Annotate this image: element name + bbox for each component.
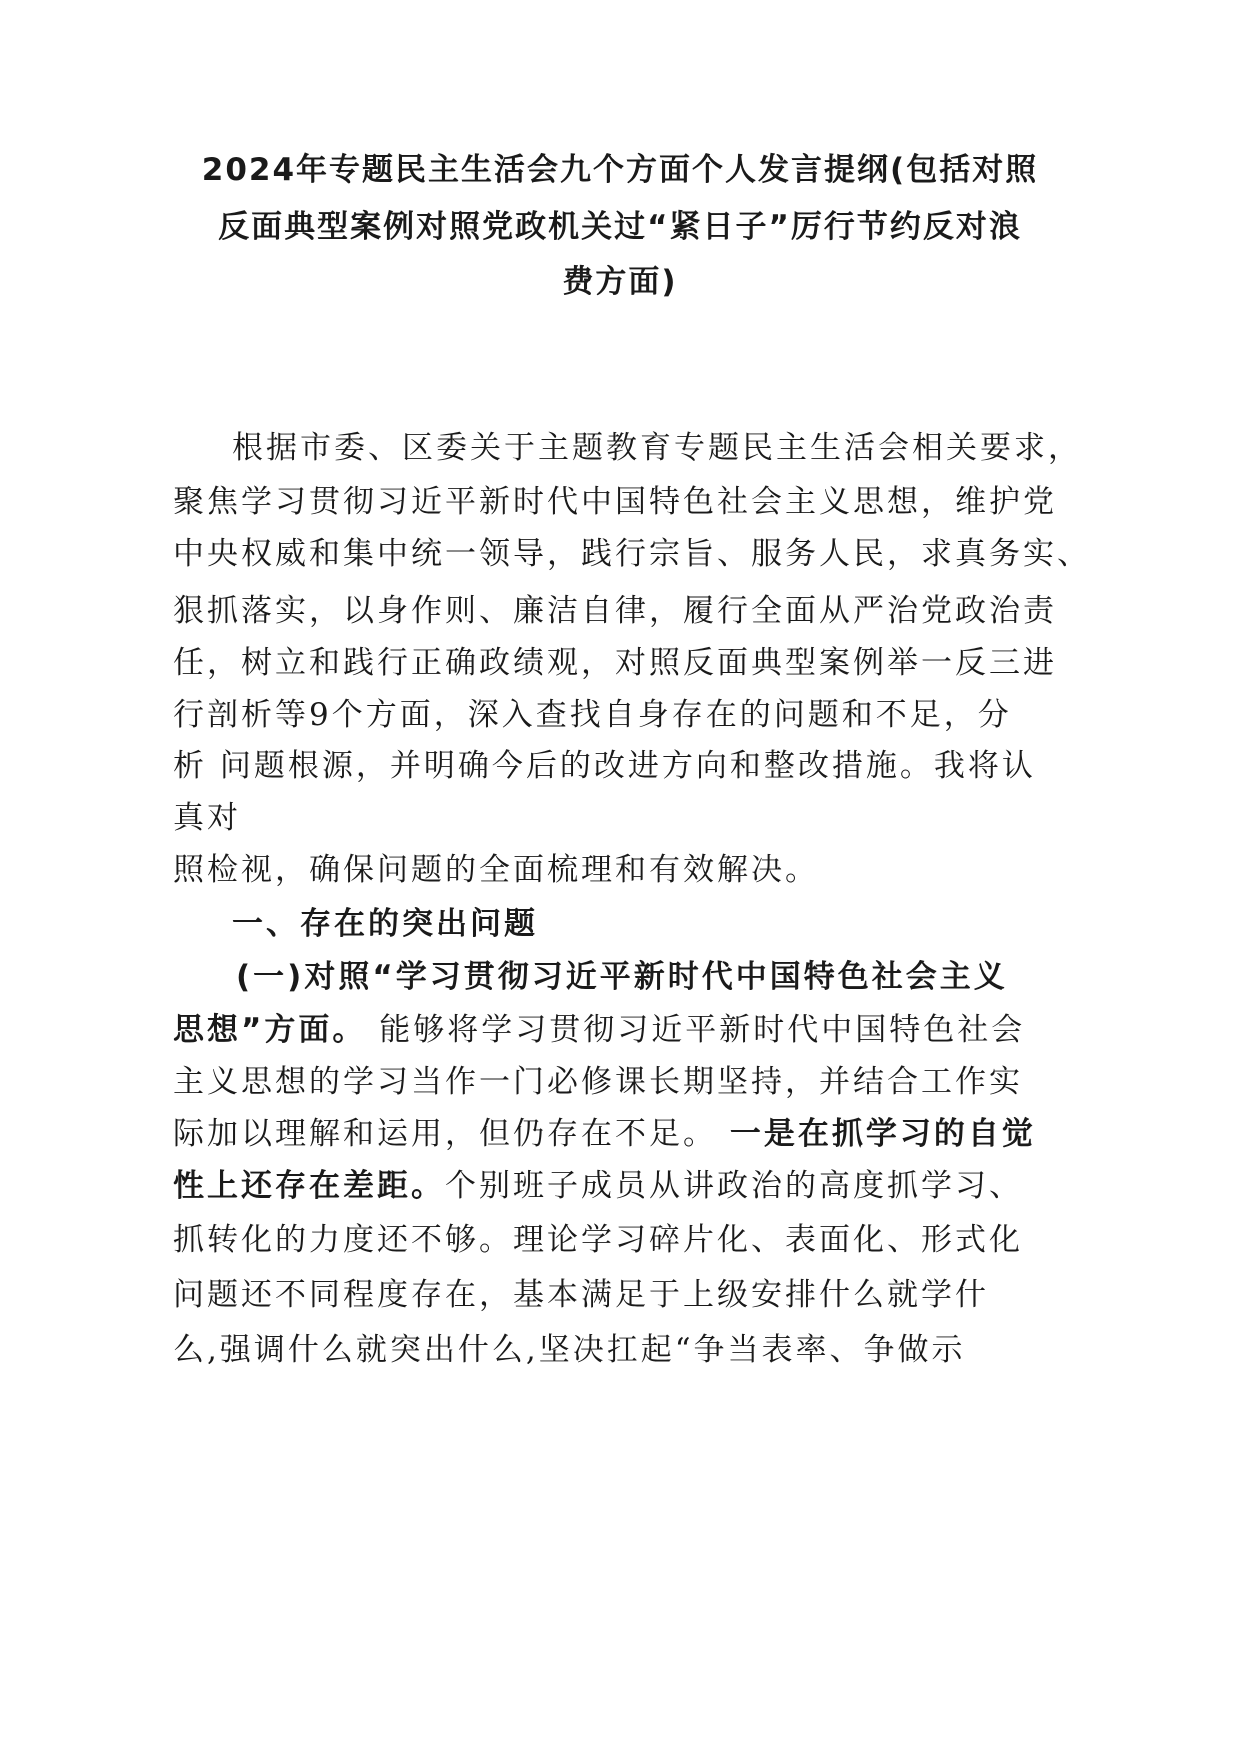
section-heading: 一、存在的突出问题 — [232, 906, 538, 942]
subsection-text: 际加以理解和运用，但仍存在不足。 — [173, 1116, 730, 1152]
subsection-line: 么,强调什么就突出什么,坚决扛起“争当表率、争做示 — [173, 1332, 966, 1368]
point-one-heading-end: 性上还存在差距。 — [173, 1168, 445, 1204]
subsection-line — [173, 1114, 1036, 1154]
intro-line: 聚焦学习贯彻习近平新时代中国特色社会主义思想，维护党 — [173, 484, 1057, 520]
intro-line: 任，树立和践行正确政绩观，对照反面典型案例举一反三进 — [173, 645, 1057, 681]
intro-line: 照检视，确保问题的全面梳理和有效解决。 — [173, 852, 819, 888]
subsection-text: 能够将学习贯彻习近平新时代中国特色社会 — [366, 1012, 1026, 1048]
intro-line: 根据市委、区委关于主题教育专题民主生活会相关要求， — [232, 430, 1082, 466]
intro-line: 狠抓落实，以身作则、廉洁自律，履行全面从严治党政治责 — [173, 593, 1057, 629]
subsection-line — [173, 1010, 1025, 1050]
intro-line: 真对 — [173, 800, 241, 836]
subsection-heading-end: 思想”方面。 — [173, 1012, 367, 1048]
subsection-text: 个别班子成员从讲政治的高度抓学习、 — [445, 1168, 1023, 1204]
document-title-line-3: 费方面) — [562, 264, 678, 300]
subsection-heading: (一)对照“学习贯彻习近平新时代中国特色社会主义 — [236, 959, 1008, 995]
subsection-line: 问题还不同程度存在，基本满足于上级安排什么就学什 — [173, 1277, 989, 1313]
document-title-line-1: 2024年专题民主生活会九个方面个人发言提纲(包括对照 — [201, 152, 1039, 188]
subsection-line — [173, 1166, 1023, 1206]
subsection-line: 抓转化的力度还不够。理论学习碎片化、表面化、形式化 — [173, 1222, 1023, 1258]
subsection-line: 主义思想的学习当作一门必修课长期坚持，并结合工作实 — [173, 1064, 1023, 1100]
intro-line: 中央权威和集中统一领导，践行宗旨、服务人民，求真务实、 — [173, 536, 1091, 572]
document-title-line-2: 反面典型案例对照党政机关过“紧日子”厉行节约反对浪 — [218, 209, 1022, 245]
intro-line: 行剖析等9个方面，深入查找自身存在的问题和不足，分 — [173, 697, 1012, 733]
point-one-heading: 一是在抓学习的自觉 — [729, 1116, 1036, 1152]
intro-line: 析 问题根源，并明确今后的改进方向和整改措施。我将认 — [173, 748, 1036, 784]
